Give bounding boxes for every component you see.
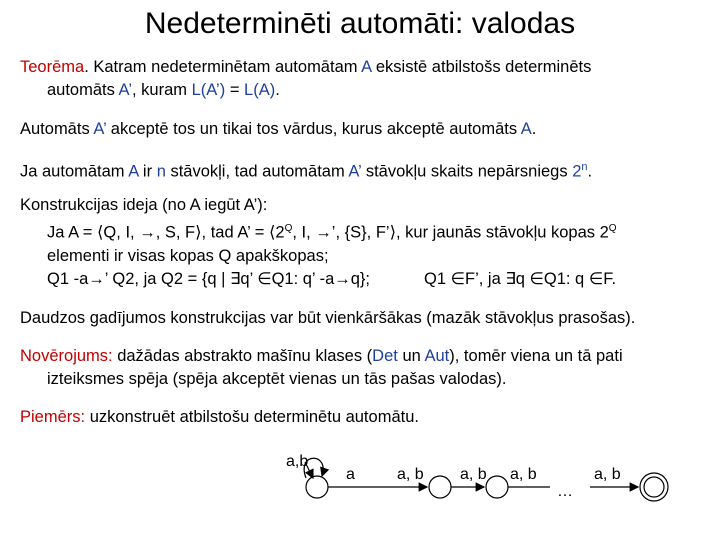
- edge-label: a, b: [397, 466, 424, 483]
- state: [429, 476, 451, 498]
- n-symbol: n: [156, 162, 166, 181]
- automaton-symbol: A: [128, 162, 139, 181]
- ellipsis: …: [557, 483, 573, 500]
- theorem-text: , kuram: [132, 81, 192, 99]
- text: ), tomēr viena un tā pati: [449, 347, 623, 365]
- construction-text: Q1 ∈F’, ja ∃q ∈Q1: q ∈F.: [424, 269, 617, 288]
- theorem-text: eksistē atbilstošs determinēts: [371, 58, 592, 76]
- text: akceptē tos un tikai tos vārdus, kurus akceptē automāts: [106, 120, 521, 138]
- language-symbol: L(A): [244, 81, 276, 99]
- construction: [20, 194, 710, 291]
- slide-title: Nedeterminēti automāti: valodas: [144, 7, 576, 40]
- automaton-symbol: A’: [348, 162, 362, 181]
- paragraph-states: [20, 156, 710, 184]
- example-label: Piemērs:: [20, 408, 86, 426]
- construction-text: , I, →’, {S}, F’⟩, kur jaunās stāvokļu kopas 2: [292, 223, 609, 242]
- theorem-text: automāts: [47, 81, 119, 99]
- construction-heading: Konstrukcijas ideja (no A iegūt A’):: [20, 196, 268, 214]
- text: dažādas abstrakto mašīnu klases (: [112, 347, 373, 365]
- theorem-text: .: [275, 81, 280, 99]
- text: izteiksmes spēja (spēja akceptēt vienas un tās pašas valodas).: [47, 370, 507, 388]
- edge-label: a, b: [510, 466, 537, 483]
- state-start: [306, 476, 328, 498]
- text: .: [531, 120, 537, 138]
- theorem-text: . Katram nedeterminētam automātam: [84, 58, 362, 76]
- text: ir: [138, 162, 157, 181]
- theorem-label: Teorēma: [20, 58, 85, 76]
- language-symbol: L(A’): [191, 81, 226, 99]
- edge-label: a, b: [460, 466, 487, 483]
- construction-text: Ja A = ⟨Q, I, →, S, F⟩, tad A’ = ⟨2: [47, 223, 285, 242]
- construction-text: Q1 -a→’ Q2, ja Q2 = {q | ∃q’ ∈Q1: q’ -a→q};: [47, 269, 371, 288]
- construction-text: elementi ir visas kopas Q apakškopas;: [47, 246, 329, 265]
- automaton-diagram: [0, 440, 720, 540]
- loop-label: a,b: [286, 453, 309, 470]
- state: [486, 476, 508, 498]
- class-symbol: Det: [372, 347, 398, 365]
- theorem-text: =: [225, 81, 245, 99]
- edge-label: a, b: [594, 466, 621, 483]
- superscript: Q: [608, 223, 617, 234]
- text: Automāts: [20, 120, 94, 138]
- power-exponent: n: [581, 161, 588, 173]
- text: .: [587, 162, 593, 181]
- paragraph-simpler: Daudzos gadījumos konstrukcijas var būt vienkāršākas (mazāk stāvokļus prasošas).: [20, 309, 636, 327]
- text: Ja automātam: [20, 162, 129, 181]
- observation: [20, 345, 710, 391]
- superscript: Q: [284, 223, 293, 234]
- text: un: [397, 347, 425, 365]
- text: stāvokļi, tad automātam: [165, 162, 349, 181]
- text: stāvokļu skaits nepārsniegs: [361, 162, 573, 181]
- automaton-symbol: A: [520, 120, 532, 138]
- automaton-symbol: A’: [93, 120, 107, 138]
- edge-label: a: [346, 466, 355, 483]
- theorem: [20, 56, 710, 102]
- paragraph-accepts: [20, 118, 710, 141]
- observation-label: Novērojums:: [20, 347, 113, 365]
- automaton-symbol: A: [361, 58, 372, 76]
- class-symbol: Aut: [424, 347, 450, 365]
- state-accepting-inner: [644, 477, 664, 497]
- automaton-symbol: A’: [118, 81, 132, 99]
- power-base: 2: [572, 162, 582, 181]
- example: [20, 406, 710, 429]
- text: uzkonstruēt atbilstošu determinētu automātu.: [85, 408, 419, 426]
